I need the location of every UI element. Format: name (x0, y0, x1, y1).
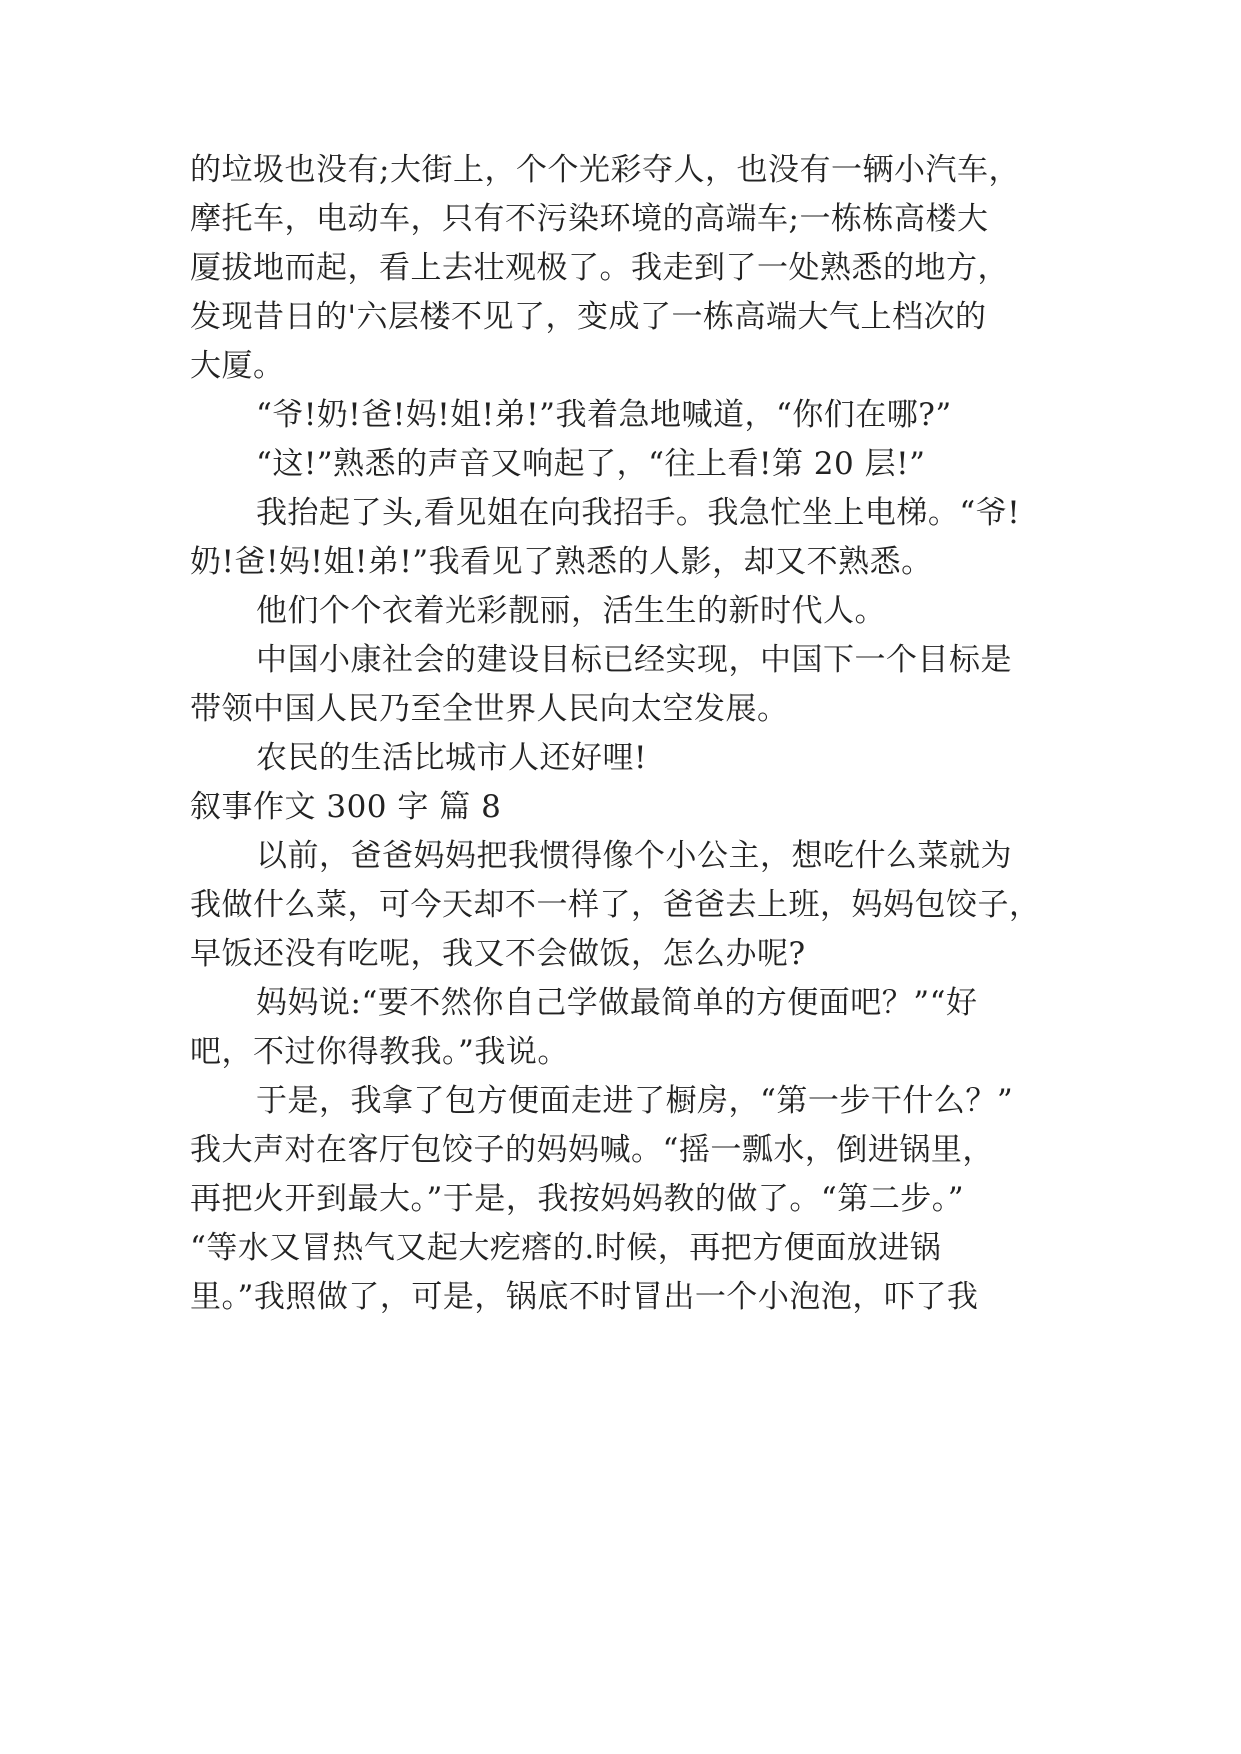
text-line: 的垃圾也没有;大街上，个个光彩夺人，也没有一辆小汽车， (190, 152, 1020, 188)
text-line: 再把火开到最大。”于是，我按妈妈教的做了。“第二步。” (190, 1181, 965, 1217)
text-line: 农民的生活比城市人还好哩! (256, 740, 647, 776)
text-line: 我做什么菜，可今天却不一样了，爸爸去上班，妈妈包饺子， (190, 887, 1041, 923)
section-heading: 叙事作文 300 字 篇 8 (190, 789, 502, 825)
text-line: 以前，爸爸妈妈把我惯得像个小公主，想吃什么菜就为 (256, 838, 1012, 874)
text-line: 奶!爸!妈!姐!弟!”我看见了熟悉的人影，却又不熟悉。 (190, 544, 933, 580)
text-line: 厦拔地而起，看上去壮观极了。我走到了一处熟悉的地方， (190, 250, 1009, 286)
text-line: 大厦。 (190, 348, 285, 384)
text-line: 摩托车，电动车，只有不污染环境的高端车;一栋栋高楼大 (190, 201, 989, 237)
text-line: 他们个个衣着光彩靓丽，活生生的新时代人。 (256, 593, 886, 629)
text-line: “等水又冒热气又起大疙瘩的.时候，再把方便面放进锅 (190, 1230, 942, 1266)
text-line: 中国小康社会的建设目标已经实现，中国下一个目标是 (256, 642, 1012, 678)
text-line: 里。”我照做了，可是，锅底不时冒出一个小泡泡，吓了我 (190, 1279, 979, 1315)
text-line: 吧，不过你得教我。”我说。 (190, 1034, 569, 1070)
text-line: “爷!奶!爸!妈!姐!弟!”我着急地喊道，“你们在哪?” (256, 397, 952, 433)
text-line: 我大声对在客厅包饺子的妈妈喊。“摇一瓢水，倒进锅里， (190, 1132, 994, 1168)
text-line: “这!”熟悉的声音又响起了，“往上看!第 20 层!” (256, 446, 926, 482)
text-line: 我抬起了头,看见姐在向我招手。我急忙坐上电梯。“爷! (256, 495, 1021, 531)
text-line: 妈妈说:“要不然你自己学做最简单的方便面吧？”“好 (256, 985, 978, 1021)
text-line: 早饭还没有吃呢，我又不会做饭，怎么办呢? (190, 936, 806, 972)
text-line: 于是，我拿了包方便面走进了橱房，“第一步干什么？” (256, 1083, 1014, 1119)
text-line: 发现昔日的'六层楼不见了，变成了一栋高端大气上档次的 (190, 299, 987, 335)
text-line: 带领中国人民乃至全世界人民向太空发展。 (190, 691, 789, 727)
